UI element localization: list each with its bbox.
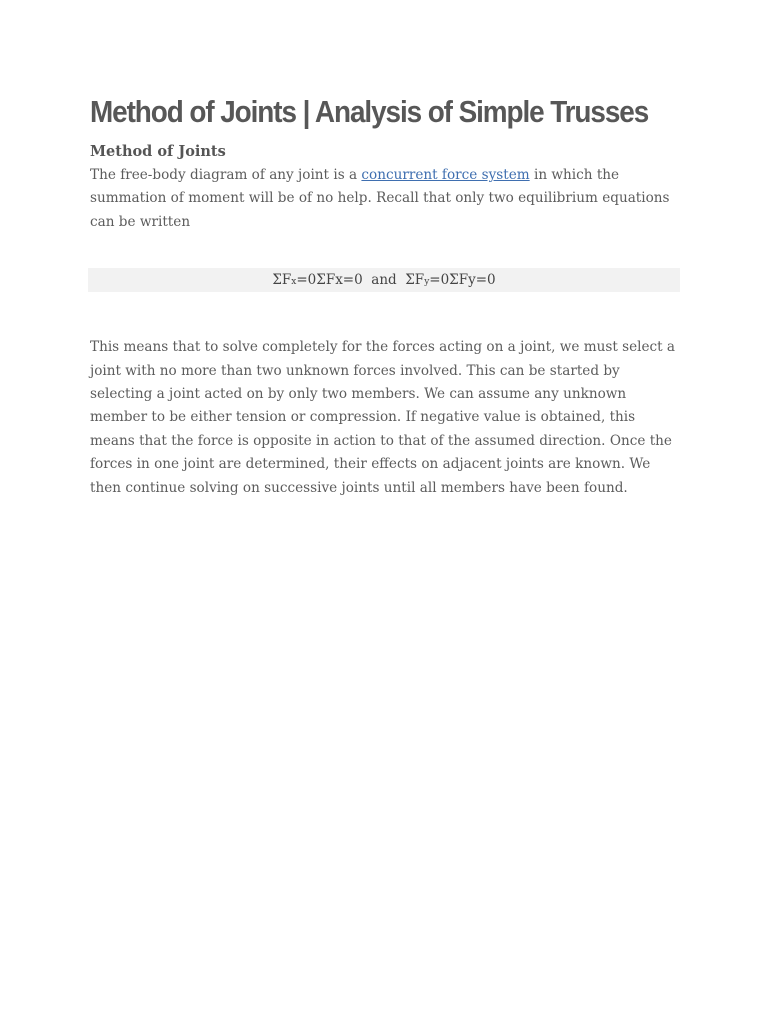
equation-fy-value: =0ΣFy=0 (429, 272, 496, 289)
intro-paragraph (90, 164, 680, 234)
equation-fx-subscript: x (291, 277, 297, 288)
equation-fx (272, 272, 362, 288)
equation-joiner: and (362, 272, 406, 289)
intro-text-after-link: in which the summation of moment will be of no help. Recall that only two equilibrium equations can be written (90, 167, 670, 230)
equilibrium-equation (88, 268, 680, 292)
body-paragraph: This means that to solve completely for the forces acting on a joint, we must select a joint with no more than two unknown forces involved. This can be started by selecting a joint acted on by only two members. We can assume any unknown member to be either tension or compression. If negative value is obtained, this means that the force is opposite in action to that of the assumed direction. Once the forces in one joint are determined, their effects on adjacent joints are known. We then continue solving on successive joints until all members have been found. (90, 339, 676, 496)
section-heading: Method of Joints (90, 143, 226, 160)
equation-fy (405, 272, 495, 288)
equation-fy-symbol: ΣF (405, 272, 425, 289)
equation-fx-symbol: ΣF (272, 272, 292, 289)
concurrent-force-system-link[interactable]: concurrent force system (361, 167, 530, 183)
article (90, 92, 680, 500)
intro-text-before-link: The free-body diagram of any joint is a (90, 167, 362, 183)
page-title: Method of Joints | Analysis of Simple Trusses (90, 94, 649, 129)
equation-fy-subscript: y (424, 277, 430, 288)
equation-fx-value: =0ΣFx=0 (296, 272, 363, 289)
